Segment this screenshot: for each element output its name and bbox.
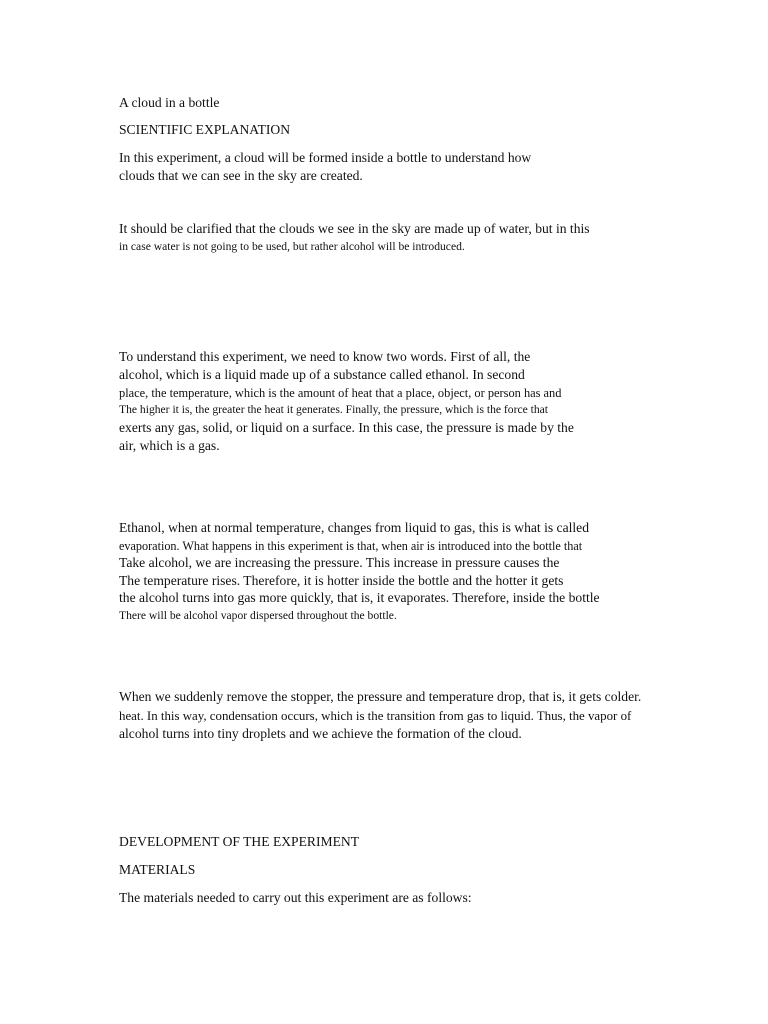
heading-materials: MATERIALS: [119, 862, 196, 877]
paragraph-line: To understand this experiment, we need to know two words. First of all, the: [119, 349, 531, 364]
paragraph-line: Ethanol, when at normal temperature, changes from liquid to gas, this is what is called: [119, 520, 589, 535]
paragraph-line: evaporation. What happens in this experiment is that, when air is introduced into the bottle that: [119, 539, 583, 553]
paragraph-line: There will be alcohol vapor dispersed throughout the bottle.: [119, 609, 397, 622]
heading-scientific-explanation: SCIENTIFIC EXPLANATION: [119, 122, 291, 137]
paragraph-line: The temperature rises. Therefore, it is hotter inside the bottle and the hotter it gets: [119, 573, 564, 588]
paragraph-line: heat. In this way, condensation occurs, which is the transition from gas to liquid. Thus, the vapor of: [119, 709, 632, 723]
document-title: A cloud in a bottle: [119, 95, 220, 110]
paragraph-line: alcohol turns into tiny droplets and we achieve the formation of the cloud.: [119, 726, 522, 741]
paragraph-line: place, the temperature, which is the amount of heat that a place, object, or person has and: [119, 386, 562, 400]
paragraph-line: clouds that we can see in the sky are created.: [119, 168, 363, 183]
paragraph-line: It should be clarified that the clouds we see in the sky are made up of water, but in this: [119, 221, 590, 236]
heading-development: DEVELOPMENT OF THE EXPERIMENT: [119, 834, 360, 849]
paragraph-line: When we suddenly remove the stopper, the pressure and temperature drop, that is, it gets colder.: [119, 689, 642, 704]
paragraph-line: air, which is a gas.: [119, 438, 220, 453]
paragraph-line: Take alcohol, we are increasing the pressure. This increase in pressure causes the: [119, 555, 560, 570]
paragraph-line: alcohol, which is a liquid made up of a substance called ethanol. In second: [119, 367, 525, 382]
paragraph-line: The higher it is, the greater the heat it generates. Finally, the pressure, which is the force that: [119, 403, 549, 416]
paragraph-line: the alcohol turns into gas more quickly, that is, it evaporates. Therefore, inside the bottle: [119, 590, 600, 605]
paragraph-line: in case water is not going to be used, but rather alcohol will be introduced.: [119, 240, 465, 253]
paragraph-line: exerts any gas, solid, or liquid on a surface. In this case, the pressure is made by the: [119, 420, 574, 435]
paragraph-line: In this experiment, a cloud will be formed inside a bottle to understand how: [119, 150, 532, 165]
materials-intro: The materials needed to carry out this experiment are as follows:: [119, 890, 472, 905]
